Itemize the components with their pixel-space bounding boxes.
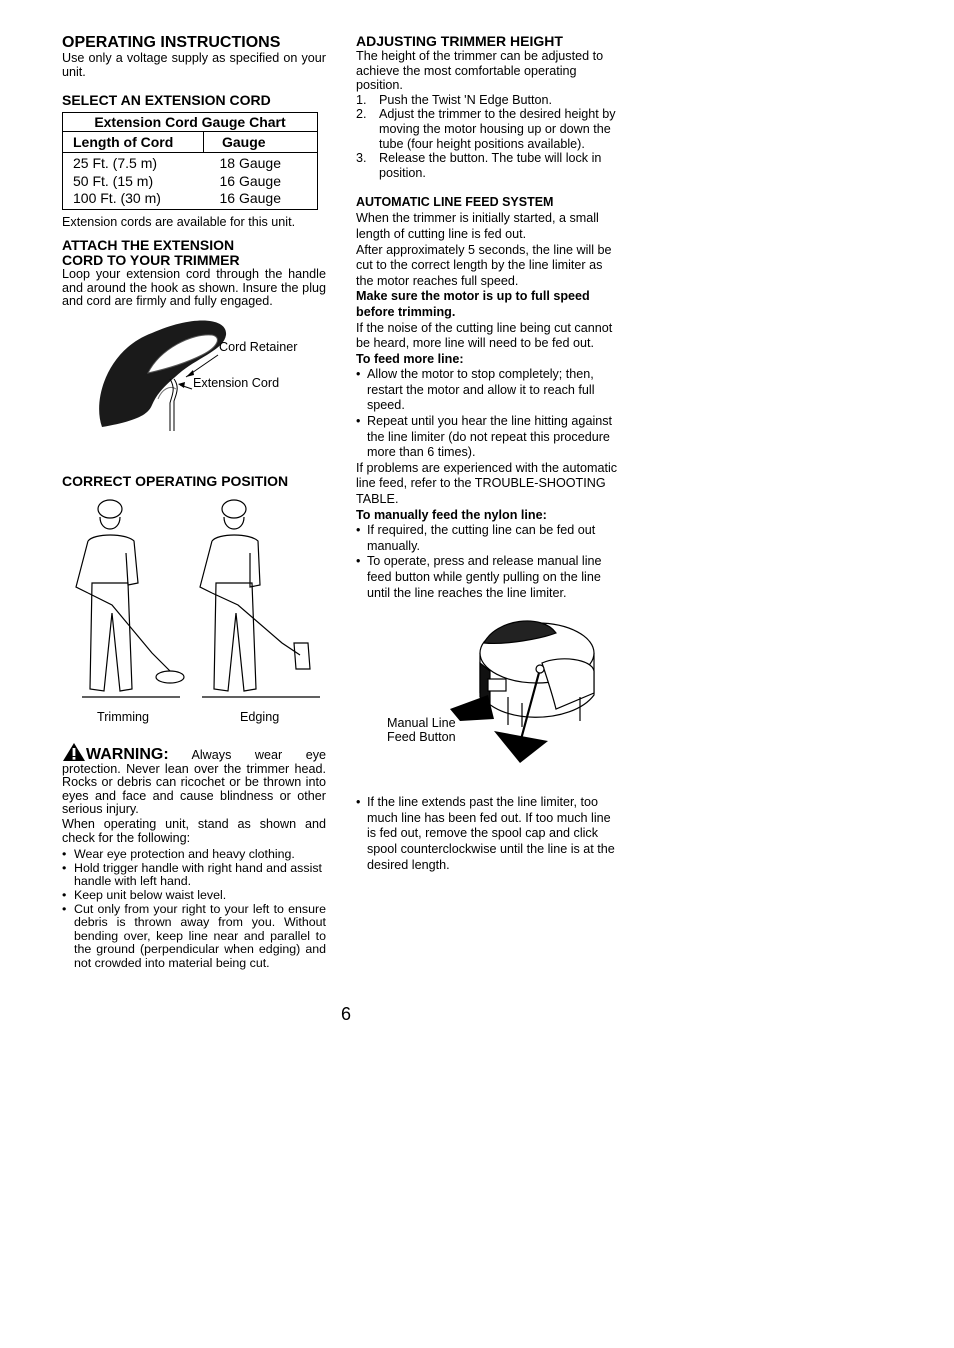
- gauge-chart-title: Extension Cord Gauge Chart: [63, 113, 318, 132]
- height-steps: [356, 93, 622, 181]
- heading-extension-cord: SELECT AN EXTENSION CORD: [62, 92, 271, 109]
- feed-paragraph-3: If the noise of the cutting line being cut cannot be heard, more line will need to be fed out.: [356, 320, 613, 351]
- heading-feed-more: To feed more line:: [356, 351, 464, 366]
- trimming-label: Trimming: [97, 710, 150, 725]
- stand-text: When operating unit, stand as shown and check for the following:: [62, 817, 326, 845]
- warning-paragraph: [62, 742, 326, 817]
- heading-operating-position: CORRECT OPERATING POSITION: [62, 473, 289, 490]
- right-column: [356, 34, 622, 873]
- table-row-length: 100 Ft. (30 m): [73, 190, 161, 207]
- operator-illustration: [62, 493, 326, 711]
- warning-text: Always wear eye protection. Never lean over the trimmer head. Rocks or debris can ricochet or be thrown into eyes and face and cause blindness or other serious injury.: [62, 748, 326, 817]
- list-item: • Keep unit below waist level.: [62, 889, 326, 903]
- height-text: The height of the trimmer can be adjusted to achieve the most comfortable operating position.: [356, 49, 604, 93]
- extension-cord-label: Extension Cord: [193, 376, 280, 391]
- heading-line-feed: AUTOMATIC LINE FEED SYSTEM: [356, 195, 554, 210]
- list-item: • Hold trigger handle with right hand and assist handle with left hand.: [62, 862, 326, 889]
- table-row-gauge: 16 Gauge: [219, 172, 281, 189]
- heading-attach-2: CORD TO YOUR TRIMMER: [62, 252, 240, 269]
- section-title-operating: OPERATING INSTRUCTIONS: [62, 34, 281, 51]
- table-row-gauge: 18 Gauge: [219, 155, 281, 172]
- table-row-length: 25 Ft. (7.5 m): [73, 155, 158, 172]
- feed-paragraph-2: After approximately 5 seconds, the line will be cut to the correct length by the line limiter as the motor reaches full speed.: [356, 242, 612, 288]
- heading-trimmer-height: ADJUSTING TRIMMER HEIGHT: [356, 33, 563, 49]
- list-item: • Cut only from your right to your left to ensure debris is thrown away from you. Without bending over, keep line near and parallel to the ground (perpendicular when edging) and not crowded into material being cut.: [62, 903, 326, 971]
- list-item: • If the line extends past the line limiter, too much line has been fed out. If too much line is fed out, remove the spool cap and click spool counterclockwise until the line is at the desired length.: [356, 795, 622, 873]
- cord-retainer-figure: [62, 309, 326, 451]
- feed-more-list: [356, 367, 622, 461]
- spool-figure: [356, 613, 622, 795]
- list-item: • Wear eye protection and heavy clothing.: [62, 848, 326, 862]
- manual-button-label-1: Manual Line: [387, 716, 456, 731]
- gauge-chart-table: [62, 112, 318, 210]
- list-item: 1. Push the Twist 'N Edge Button.: [356, 92, 552, 107]
- attach-text: Loop your extension cord through the handle and around the hook as shown. Insure the plug and cord are firmly and fully engaged.: [62, 267, 326, 309]
- list-item: 3. Release the button. The tube will lock in position.: [356, 151, 602, 180]
- table-row-length: 50 Ft. (15 m): [73, 172, 154, 189]
- column-header-gauge: Gauge: [204, 132, 318, 153]
- warning-triangle-icon: [62, 742, 86, 762]
- manual-button-label-2: Feed Button: [387, 730, 456, 745]
- checklist: [62, 848, 326, 970]
- page-number: 6: [341, 1004, 352, 1024]
- heading-attach-1: ATTACH THE EXTENSION: [62, 237, 235, 254]
- cord-retainer-label: Cord Retainer: [219, 340, 298, 355]
- intro-text: Use only a voltage supply as specified on your unit.: [62, 51, 326, 79]
- list-item: • Repeat until you hear the line hitting against the line limiter (do not repeat this procedure more than 6 times).: [356, 414, 622, 461]
- list-item: • Allow the motor to stop completely; then, restart the motor and allow it to reach full speed.: [356, 367, 622, 414]
- table-row-gauge: 16 Gauge: [219, 190, 281, 207]
- warning-word: WARNING:: [86, 746, 169, 764]
- list-item: • To operate, press and release manual line feed button while gently pulling on the line until the line reaches the line limiter.: [356, 554, 622, 601]
- feed-paragraph-1: When the trimmer is initially started, a small length of cutting line is fed out.: [356, 211, 599, 241]
- heading-manual-feed: To manually feed the nylon line:: [356, 507, 547, 522]
- feed-bold-note: Make sure the motor is up to full speed before trimming.: [356, 289, 590, 319]
- column-header-length: Length of Cord: [63, 132, 204, 153]
- extension-note: Extension cords are available for this unit.: [62, 214, 296, 229]
- list-item: 2. Adjust the trimmer to the desired height by moving the motor housing up or down the tube (four height positions available).: [356, 107, 616, 151]
- manual-feed-list: [356, 523, 622, 601]
- extends-list: [356, 795, 622, 873]
- problems-text: If problems are experienced with the automatic line feed, refer to the TROUBLE-SHOOTING TABLE.: [356, 460, 618, 507]
- left-column: [62, 34, 326, 971]
- operating-position-figure: [62, 493, 326, 729]
- list-item: • If required, the cutting line can be fed out manually.: [356, 523, 622, 554]
- edging-label: Edging: [240, 710, 280, 725]
- spool-cap-illustration: [356, 613, 622, 795]
